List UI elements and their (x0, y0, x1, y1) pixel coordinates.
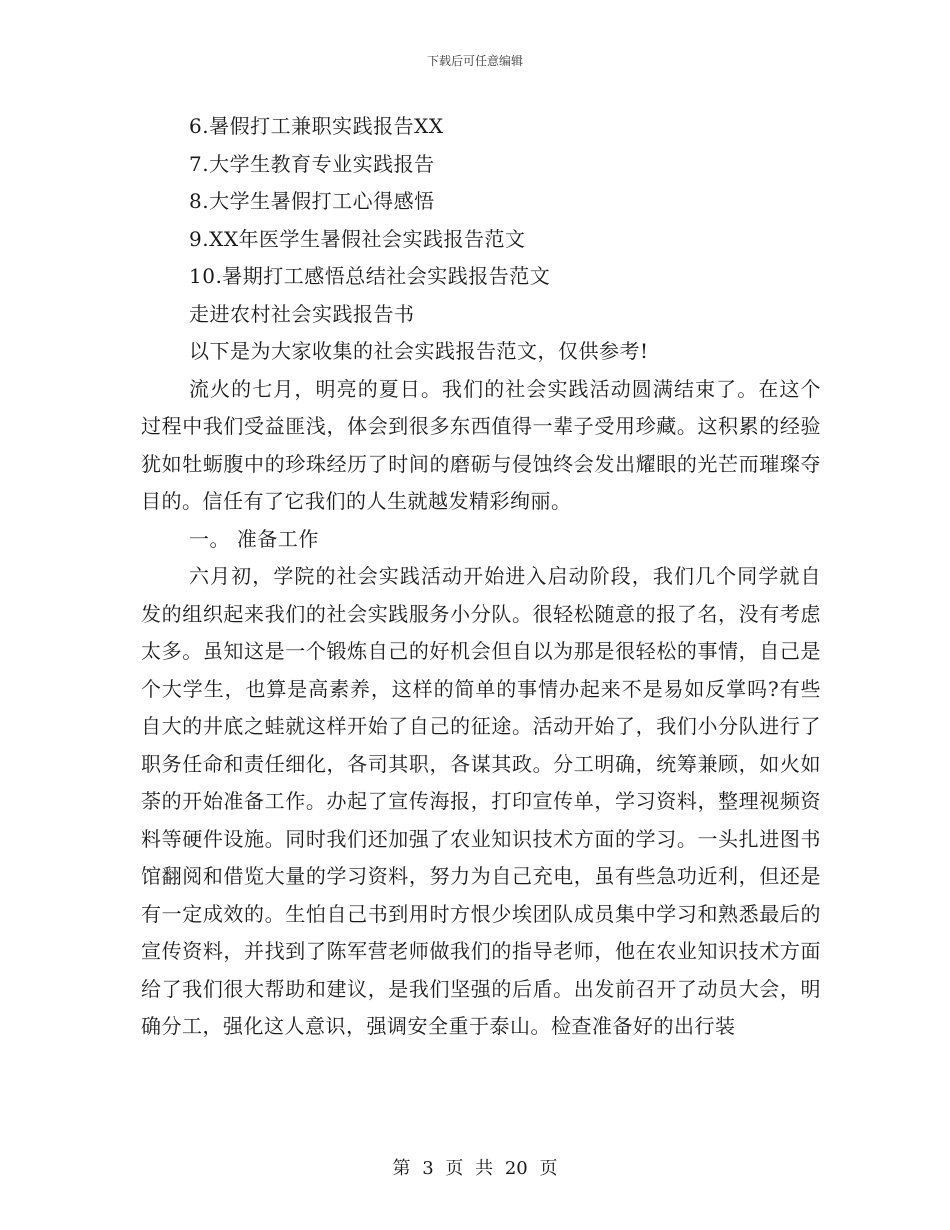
list-item: 9.XX年医学生暑假社会实践报告范文 (189, 226, 526, 251)
page-header: 下载后可任意编辑 (426, 54, 523, 68)
paragraph: 流火的七月，明亮的夏日。我们的社会实践活动圆满结束了。在这个过程中我们受益匪浅，体会到很多东西值得一辈子受用珍藏。这积累的经验犹如牡蛎腹中的珍珠经历了时间的磨砺与侵蚀终会发出耀眼的光芒而璀璨夺目的。信任有了它我们的人生就越发精彩绚丽。 (141, 376, 821, 513)
document-body (141, 108, 821, 1046)
list-item: 6.暑假打工兼职实践报告XX (189, 114, 444, 138)
document-title: 走进农村社会实践报告书 (189, 301, 415, 326)
section-heading: 一。 准备工作 (189, 526, 319, 551)
intro-text: 以下是为大家收集的社会实践报告范文，仅供参考! (189, 339, 649, 363)
page-number: 第 3 页 共 20 页 (392, 1158, 558, 1179)
list-item: 7.大学生教育专业实践报告 (189, 151, 435, 176)
list-item: 8.大学生暑假打工心得感悟 (189, 189, 435, 213)
paragraph: 六月初，学院的社会实践活动开始进入启动阶段，我们几个同学就自发的组织起来我们的社会实践服务小分队。很轻松随意的报了名，没有考虑太多。虽知这是一个锻炼自己的好机会但自以为那是很轻松的事情，自己是个大学生，也算是高素养，这样的简单的事情办起来不是易如反掌吗?有些自大的井底之蛙就这样开始了自己的征途。活动开始了，我们小分队进行了职务任命和责任细化，各司其职，各谋其政。分工明确，统筹兼顾，如火如荼的开始准备工作。办起了宣传海报，打印宣传单，学习资料，整理视频资料等硬件设施。同时我们还加强了农业知识技术方面的学习。一头扎进图书馆翻阅和借览大量的学习资料，努力为自己充电，虽有些急功近利，但还是有一定成效的。生怕自己书到用时方恨少埃团队成员集中学习和熟悉最后的宣传资料，并找到了陈军营老师做我们的指导老师，他在农业知识技术方面给了我们很大帮助和建议，是我们坚强的后盾。出发前召开了动员大会，明确分工，强化这人意识，强调安全重于泰山。检查准备好的出行装 (141, 564, 821, 1038)
list-item: 10.暑期打工感悟总结社会实践报告范文 (189, 264, 551, 288)
